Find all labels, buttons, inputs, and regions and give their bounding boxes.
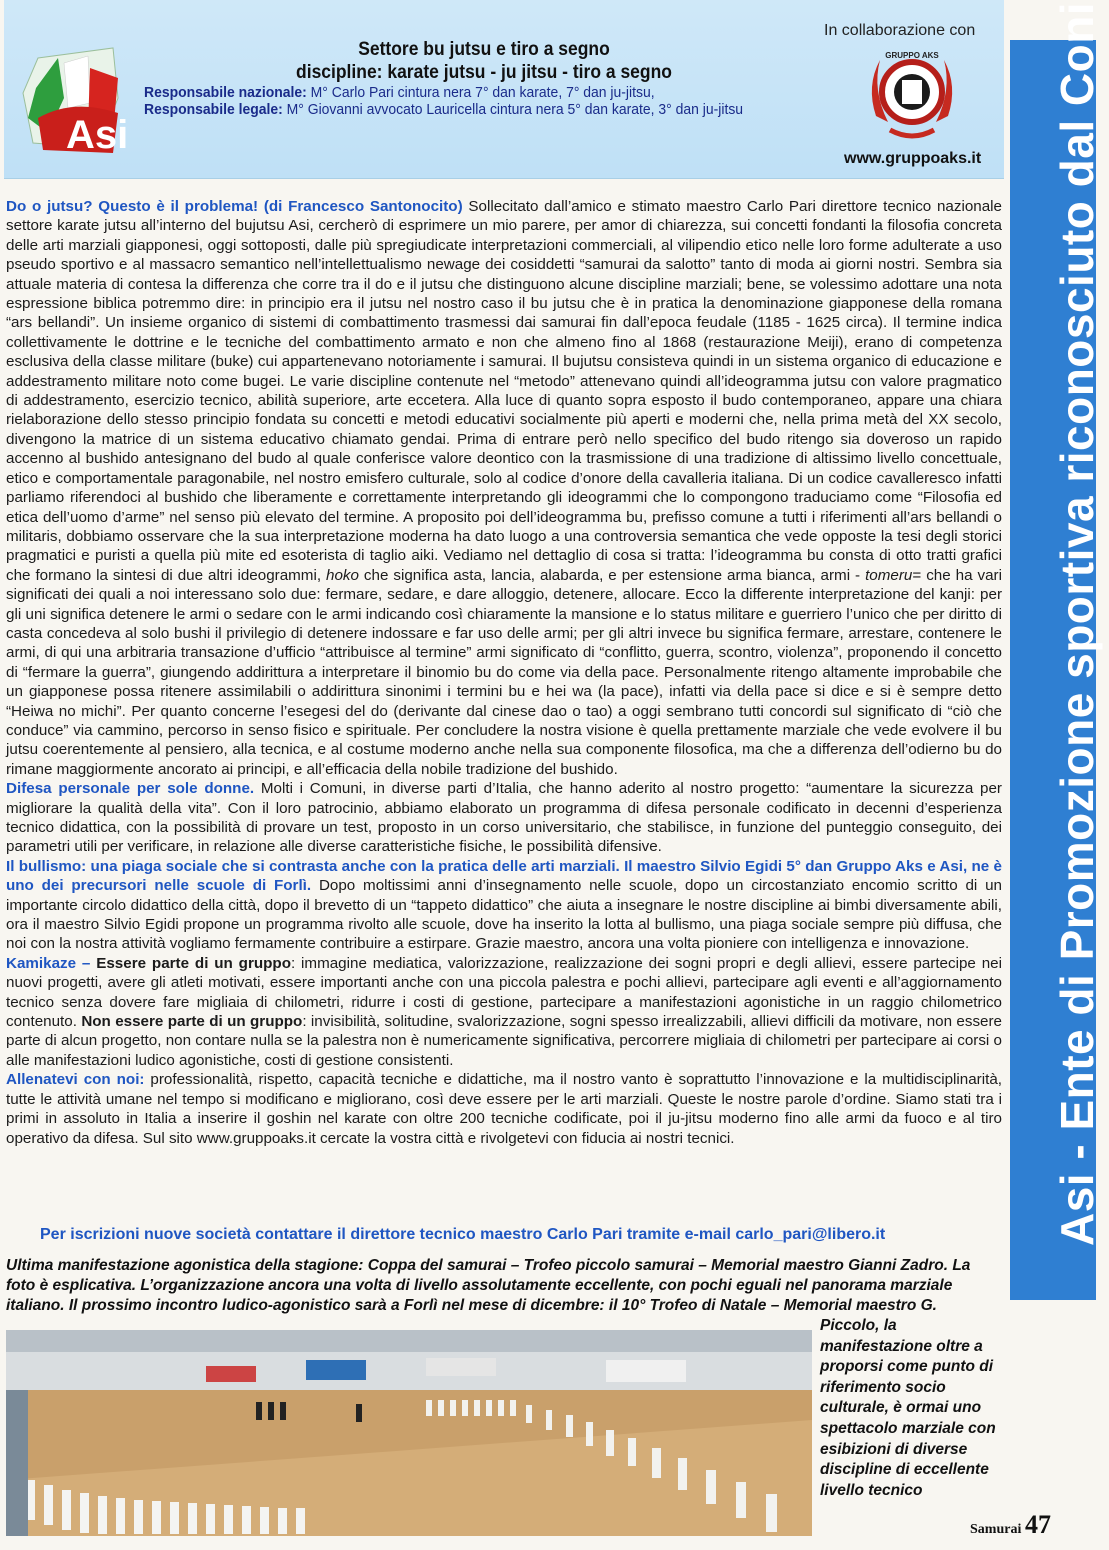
section-text: che significa asta, lancia, alabarda, e per estensione arma bianca, armi -: [358, 566, 866, 584]
header-title-line2: discipline: karate jutsu - ju jitsu - tiro a segno: [296, 62, 672, 83]
photo-caption-top: Ultima manifestazione agonistica della stagione: Coppa del samurai – Trofeo piccolo samurai – Memorial maestro Gianni Zadro. La foto è esplicativa. L’organizzazione ancora una volta di livello assolutamente eccellente, con pochi eguali nel panorama marziale italiano. Il prossimo incontro ludico-agonistico sarà a Forlì nel mese di dicembre: il 10° Trofeo di Natale – Memorial maestro G.: [6, 1257, 971, 1314]
responsabile-legale: [144, 101, 786, 118]
section-text: Molti i Comuni, in diverse parti d’Italia, che hanno aderito al nostro progetto: “aumentare la sicurezza per migliorare la qualità della vita”. Con il loro patrocinio, abbiamo elaborato un programma di difesa personale codificato in decenni d’esperienza tecnico didattica, con la possibilità di provare un test, proposto in un corso universitario, che stabilisce, in funzione del punteggio conseguito, dei parametri utili per verificare, in relazione alle diverse caratteristiche fisiche, le possibilità difensive.: [6, 780, 1002, 856]
section-heading: Il bullismo: una piaga sociale che si contrasta anche con la pratica delle arti marziali. Il maestro Silvio Egidi 5° dan Gruppo Aks e Asi, ne è uno dei precursori nelle scuole di Forlì.: [6, 857, 1002, 895]
event-photo-illustration: [6, 1330, 812, 1536]
resp-leg-value: M° Giovanni avvocato Lauricella cintura nera 5° dan karate, 3° dan ju-jitsu: [282, 101, 744, 118]
collaboration-label: In collaborazione con: [824, 22, 976, 39]
responsabile-nazionale: [144, 84, 786, 101]
section-text: : invisibilità, solitudine, svalorizzazione, sogni spesso irrealizzabili, allievi difficili da motivare, non essere parte di alcun progetto, non contare nulla se la palestra non è numericamente significativa, percorrere migliaia di chilometri per partecipare ai corsi o alle manifestazioni ludico agonistiche, costi di gestione consistenti.: [6, 1013, 1003, 1069]
resp-leg-label: Responsabile legale:: [144, 101, 283, 118]
contact-line: Per iscrizioni nuove società contattare il direttore tecnico maestro Carlo Pari tramite e-mail carlo_pari@libero.it: [40, 1226, 886, 1243]
page-number: 47: [1025, 1510, 1051, 1539]
section-kamikaze: [6, 954, 1002, 1070]
section-heading: Kamikaze –: [6, 954, 97, 972]
section-do-o-jutsu: [6, 197, 1002, 779]
bold-phrase: Essere parte di un gruppo: [96, 954, 291, 972]
website-link[interactable]: www.gruppoaks.it: [844, 150, 982, 167]
section-bullismo: [6, 857, 1002, 954]
section-text: Sollecitato dall’amico e stimato maestro Carlo Pari direttore tecnico nazionale settore karate jutsu all’interno del bujutsu Asi, cercherò di esprimere un mio parere, per amor di chiarezza, sui concetti fondanti la filosofia concreta delle arti marziali giapponesi, oggi sottoposti, dalle più spregiudicate interpretazioni commerciali, al vilipendio etico nelle loro forme adulterate a uso pseudo sportivo e al massacro semantico nell’intellettualismo newage dei cosiddetti “samurai da salotto” tanto di moda ai giorni nostri. Sembra sia attuale materia di contesa la differenza che corre tra il do e il jutsu che distinguono alcune discipline marziali; bene, se volessimo adottare una nota espressione biblica potremmo dire: in principio era il jutsu nel nostro caso il bu jutsu che è in pratica la denominazione giapponese della romana “ars bellandi”. Un insieme organico di sistemi di combattimento trasmessi dai samurai fin dall’epoca feudale (1185 - 1625 circa). Il termine indica collettivamente le dottrine e le tecniche del combattimento armato e non che almeno fino al 1868 (restaurazione Meiji), erano di competenza esclusiva della classe militare (buke) cui appartenevano notoriamente i samurai. Il bujutsu consisteva quindi in un sistema organico di educazione e addestramento militare noto come bugei. Le varie discipline contenute nel “metodo” attenevano quindi all’ideogramma jutsu con valore pragmatico di addestramento, esercizio tecnico, abilità superiore, arte eccetera. Alla luce di quanto sopra esposto il budo contemporaneo, appare una chiara rielaborazione dello stesso principio fondata su concetti e metodi educativi socialmente più aperti e moderni che, nella prima metà del XX secolo, divengono la matrice di un sistema educativo chiamato gendai. Prima di entrare però nello specifico del budo ritengo sia doveroso un rapido accenno al bushido antesignano del budo al quale conferisce valore deontico con la trasmissione di una tradizione di altissimo livello concettuale, etico e comportamentale paragonabile, nel nostro emisfero culturale, solo al codice d’onore della cavalleria italiana. Di un codice cavalleresco infatti parliamo riferendoci al bushido che liberamente e correttamente interpretando gli ideogrammi che lo compongono traduciamo come “Filosofia ed etica dell’uomo d’arme” nel senso più elevato del termine. A proposito poi dell’ideogramma bu, prefisso comune a tutti i riferimenti all’ars bellandi o militaris, dobbiamo osservare che la sua interpretazione moderna ha dato luogo a una controversia semantica che vede opposte la tesi degli storici pragmatici e puristi a quella più mite ed esoterista di taglio aiki. Vediamo nel dettaglio di cosa si tratta: l’ideogramma bu consta di otto tratti grafici che formano la sintesi di due altri ideogrammi,: [6, 198, 1002, 584]
section-difesa-personale: [6, 779, 1002, 857]
header-band: [4, 0, 1004, 179]
resp-naz-label: Responsabile nazionale:: [144, 84, 307, 101]
event-photo: [6, 1330, 812, 1536]
term-hoko: hoko: [326, 566, 359, 584]
section-heading: Difesa personale per sole donne.: [6, 780, 255, 798]
section-text: : immagine mediatica, valorizzazione, realizzazione dei sogni propri e degli allievi, essere partecipe nei nuovi progetti, avere gli atleti motivati, essere importanti anche con una piccola palestra e pochi allievi, partecipare agli eventi e all’aggiornamento tecnico senza dovere fare migliaia di chilometri, ridurre i costi di gestione, partecipare a manifestazioni agonistiche in un raggio chilometrico contenuto.: [6, 954, 1002, 1031]
magazine-name: Samurai: [970, 1522, 1022, 1537]
side-band-text: Asi - Ente di Promozione sportiva riconosciuto dal Coni: [1051, 1, 1103, 1246]
section-allenatevi: [6, 1070, 1002, 1148]
section-text: = che ha vari significati dei quali a noi interessano solo due: fermare, sedare, e dare alloggio, detenere, allocare. Ecco la differente interpretazione del kanji: per gli uni significa detenere le armi o sedare con le armi indicando così chiaramente la mansione e lo status militare e guerriero l’unico che per diritto di casta concedeva al solo bushi il privilegio di detenere indossare e far uso delle armi; per gli altri invece bu significa fermare, arrestare, contenere le armi, di qui una arbitraria transazione d’ufficio “attribuisce al termine” armi significato di “conflitto, guerra, scontro, violenza”, proponendo il concetto di “fermare la guerra”, giungendo addirittura a interpretare il binomio bu do come via della pace. Personalmente ritengo altamente improbabile che un giapponese possa ritenere assimilabili o addirittura sinonimi i termini bu e hei wa (la pace), infatti via della pace si dice e si è sempre detto “Heiwa no michi”. Per quanto concerne l’esegesi del do (derivante dal cinese dao o tao) a oggi sembrano tutti concordi sul significato di “ciò che conduce” via cammino, percorso in senso fisico e spirituale. Per concludere la nostra visione è quella prettamente marziale che vede evolvere il bu jutsu coerentemente al pensiero, alla tecnica, e al costume moderno anche nella sua componente filosofica, ma che a differenza dell’odierno bu do rimane maggiormente ancorato ai principi, e all’efficacia della nobile tradizione del bushido.: [6, 566, 1002, 778]
section-heading: Do o jutsu? Questo è il problema! (di Francesco Santonocito): [6, 198, 463, 215]
bold-phrase: Non essere parte di un gruppo: [81, 1013, 303, 1031]
article-body: [6, 197, 1002, 1148]
asi-logo: [18, 38, 128, 158]
header-title-line1: Settore bu jutsu e tiro a segno: [358, 39, 610, 60]
section-text: Dopo moltissimi anni d’insegnamento nelle scuole, dopo un circostanziato encomio scritto di un importante circolo didattico della città, dopo il brevetto di un “tappeto didattico” che aiuta a insegnare le nostre discipline ai bimbi diversamente abili, ora il maestro Silvio Egidi propone un programma rivolto alle scuole, dove ha inserito la lotta al bullismo, una piaga sociale sempre più diffusa, che noi con la nostra attività vogliamo fermamente contribuire a estirpare. Grazie maestro, ancora una volta pioniere con intelligenza e innovazione.: [6, 877, 1002, 953]
gruppo-aks-logo: [862, 46, 962, 142]
svg-text:Asi: Asi: [66, 113, 128, 157]
svg-text:GRUPPO AKS: GRUPPO AKS: [885, 51, 939, 60]
resp-naz-value: M° Carlo Pari cintura nera 7° dan karate, 7° dan ju-jitsu,: [306, 84, 655, 101]
section-text: professionalità, rispetto, capacità tecniche e didattiche, ma il nostro vanto è soprattutto l’innovazione e la multidisciplinarità, tutte le attività umane nel tempo si modificano e migliorano, così deve essere per le arti marziali. Queste le nostre parole d’ordine. Siamo stati tra i primi in assoluto in Italia a inserire il goshin nel karate con oltre 200 tecniche codificate, poi il ju-jitsu moderno fino alle armi da fuoco e al tiro operativo da difesa. Sul sito www.gruppoaks.it cercate la vostra città e rivolgetevi con fiducia ai nostri tecnici.: [6, 1071, 1002, 1147]
header-center: [134, 38, 834, 118]
photo-caption-side: Piccolo, la manifestazione oltre a proporsi come punto di riferimento socio culturale, è ormai uno spettacolo marziale con esibizioni di diverse discipline di eccellente livello tecnico: [820, 1317, 996, 1499]
section-heading: Allenatevi con noi:: [6, 1071, 145, 1089]
term-tomeru: tomeru: [865, 566, 913, 584]
